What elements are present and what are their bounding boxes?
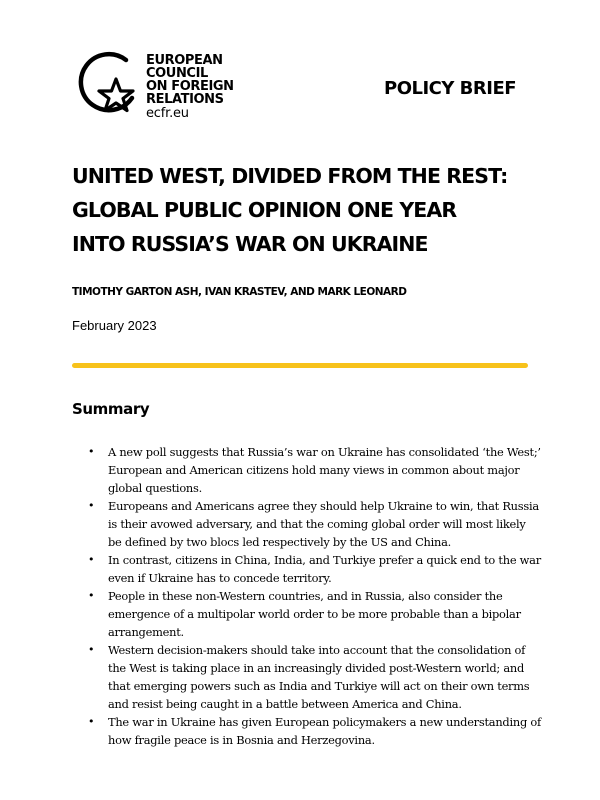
summary-list <box>88 443 540 749</box>
ecfr-logo[interactable] <box>72 44 252 124</box>
logo-line: RELATIONS <box>146 92 224 107</box>
publication-date: February 2023 <box>72 318 157 333</box>
list-item-line: and resist being caught in a battle between America and China. <box>108 697 462 711</box>
list-item <box>88 641 540 713</box>
logo-wordmark <box>146 54 234 106</box>
list-item <box>88 497 540 551</box>
title-line: GLOBAL PUBLIC OPINION ONE YEAR <box>72 198 457 222</box>
list-item-line: People in these non-Western countries, and in Russia, also consider the <box>108 589 503 603</box>
bullet-icon: • <box>88 715 95 728</box>
title-line: UNITED WEST, DIVIDED FROM THE REST: <box>72 164 508 188</box>
summary-heading: Summary <box>72 400 150 418</box>
accent-divider <box>72 363 528 368</box>
list-item-line: global questions. <box>108 481 202 495</box>
bullet-icon: • <box>88 643 95 656</box>
list-item-line: that emerging powers such as India and Turkiye will act on their own terms <box>108 679 530 693</box>
list-item-line: In contrast, citizens in China, India, and Turkiye prefer a quick end to the war <box>108 553 541 567</box>
list-item <box>88 551 540 587</box>
logo-line: EUROPEAN <box>146 53 223 68</box>
logo-line: ON FOREIGN <box>146 79 234 94</box>
page-title <box>72 159 542 261</box>
logo-line: COUNCIL <box>146 66 208 81</box>
bullet-icon: • <box>88 553 95 566</box>
logo-url[interactable]: ecfr.eu <box>146 106 189 121</box>
bullet-icon: • <box>88 445 95 458</box>
title-line: INTO RUSSIA’S WAR ON UKRAINE <box>72 232 428 256</box>
list-item <box>88 443 540 497</box>
document-type-label: POLICY BRIEF <box>384 78 517 99</box>
list-item-line: A new poll suggests that Russia’s war on Ukraine has consolidated ‘the West;’ <box>108 445 541 459</box>
list-item-line: Europeans and Americans agree they should help Ukraine to win, that Russia <box>108 499 539 513</box>
list-item-line: arrangement. <box>108 625 184 639</box>
list-item-line: how fragile peace is in Bosnia and Herzegovina. <box>108 733 375 747</box>
bullet-icon: • <box>88 589 95 602</box>
list-item-line: the West is taking place in an increasingly divided post-Western world; and <box>108 661 525 675</box>
list-item <box>88 587 540 641</box>
bullet-icon: • <box>88 499 95 512</box>
list-item-line: is their avowed adversary, and that the coming global order will most likely <box>108 517 526 531</box>
list-item-line: emergence of a multipolar world order to be more probable than a bipolar <box>108 607 521 621</box>
authors-byline: TIMOTHY GARTON ASH, IVAN KRASTEV, AND MARK LEONARD <box>72 286 407 298</box>
list-item-line: The war in Ukraine has given European policymakers a new understanding of <box>108 715 541 729</box>
list-item-line: be defined by two blocs led respectively by the US and China. <box>108 535 452 549</box>
ecfr-star-circle-icon <box>72 48 140 116</box>
list-item-line: even if Ukraine has to concede territory. <box>108 571 332 585</box>
list-item <box>88 713 540 749</box>
list-item-line: Western decision-makers should take into account that the consolidation of <box>108 643 526 657</box>
list-item-line: European and American citizens hold many views in common about major <box>108 463 520 477</box>
